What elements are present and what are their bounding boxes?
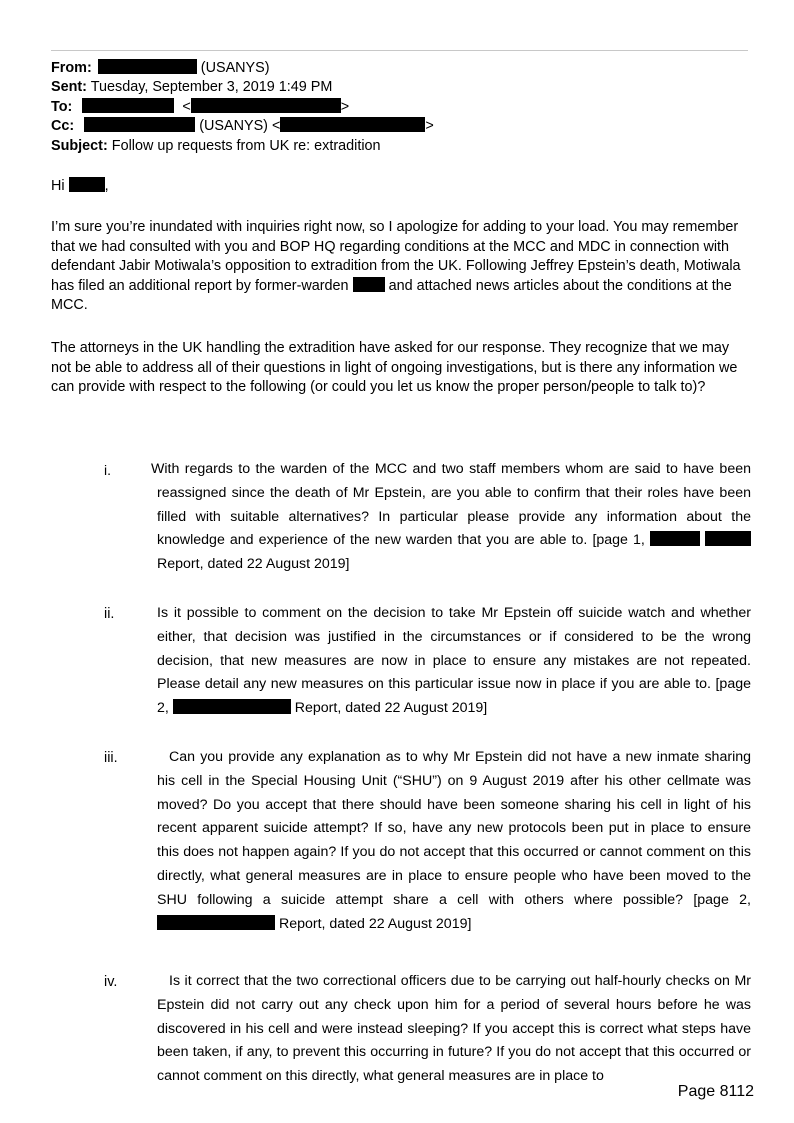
cc-org: (USANYS) < xyxy=(199,118,281,135)
item-numeral: iv. xyxy=(104,974,118,990)
email-header xyxy=(51,59,434,156)
item-numeral: iii. xyxy=(104,750,118,766)
redaction-box xyxy=(98,59,197,74)
to-lt: < xyxy=(182,98,191,115)
to-gt: > xyxy=(340,98,350,115)
item-text: Is it possible to comment on the decision to take Mr Epstein off suicide watch and whether either, that decision was justified in the circumstances or if considered to be the wrong decision, that new measures are now in place to ensure any mistakes are not repeated. Please detail any new measures on this particular issue now in place if you are able to. [page 2, xyxy=(157,605,751,717)
paragraph1-part2: and attached news articles about the conditions at the MCC. xyxy=(51,277,732,314)
item-numeral: ii. xyxy=(104,606,115,622)
redaction-box xyxy=(69,177,105,192)
sent-line xyxy=(51,78,434,97)
header-divider xyxy=(51,50,748,51)
sent-value: Tuesday, September 3, 2019 1:49 PM xyxy=(90,79,333,96)
subject-line xyxy=(51,137,434,156)
item-report-ref: Report, dated 22 August 2019] xyxy=(278,915,472,932)
greeting-hi: Hi xyxy=(51,178,65,194)
paragraph1-part1: I’m sure you’re inundated with inquiries right now, so I apologize for adding to your load. You may remember that we had consulted with you and BOP HQ regarding conditions at the MCC and MDC in connection with defendant Jabir Motiwala’s opposition to extradition from the UK. Following Jeffrey Epstein’s death, Motiwala has filed an additional report by former-warden xyxy=(51,219,741,294)
page-number: Page 8112 xyxy=(677,1083,754,1100)
from-label: From: xyxy=(51,60,92,76)
redaction-box xyxy=(173,699,291,714)
cc-label: Cc: xyxy=(51,118,75,135)
paragraph-context xyxy=(51,218,751,316)
redaction-box xyxy=(82,98,174,113)
greeting-comma: , xyxy=(104,178,109,194)
sent-label: Sent: xyxy=(51,79,87,96)
item-text: Is it correct that the two correctional officers due to be carrying out half-hourly checks on Mr Epstein did not carry out any check upon him for a period of several hours before he was discovered in his cell and were instead sleeping? If you accept this is correct what steps have been taken, if any, to prevent this occurring in future? If you do not accept that this occurred or cannot comment on this directly, what general measures are in place to xyxy=(157,973,751,1085)
from-line xyxy=(51,59,434,78)
to-label: To: xyxy=(51,98,73,115)
item-numeral: i. xyxy=(104,462,111,478)
redaction-box xyxy=(191,98,341,113)
item-text: With regards to the warden of the MCC and two staff members whom are said to have been reassigned since the death of Mr Epstein, are you able to confirm that their roles have been filled with suitable alternatives? In particular please provide any information about the knowledge and experience of the new warden that you are able to. [page 1, xyxy=(151,461,751,549)
redaction-box xyxy=(650,531,700,546)
item-text: Can you provide any explanation as to why Mr Epstein did not have a new inmate sharing his cell in the Special Housing Unit (“SHU”) on 9 August 2019 after his other cellmate was moved? Do you accept that there should have been someone sharing his cell in light of his recent apparent suicide attempt? If so, have any new protocols been put in place to ensure this does not happen again? If you do not accept that this occurred or cannot comment on this directly, what general measures are in place to ensure people who have been moved to the SHU following a suicide attempt share a cell with others where possible? [page 2, xyxy=(157,749,751,908)
list-item xyxy=(157,970,751,1089)
list-item xyxy=(151,458,751,577)
subject-label: Subject: xyxy=(51,137,108,154)
subject-value: Follow up requests from UK re: extradition xyxy=(111,137,381,154)
redaction-box xyxy=(84,117,195,132)
paragraph-request: The attorneys in the UK handling the extradition have asked for our response. They recognize that we may not be able to address all of their questions in light of ongoing investigations, but is there any information we can provide with respect to the following (or could you let us know the proper person/people to talk to)? xyxy=(51,340,738,396)
redaction-box xyxy=(157,915,275,930)
to-line xyxy=(51,98,434,117)
redaction-box xyxy=(353,277,385,292)
item-report-ref: Report, dated 22 August 2019] xyxy=(157,556,350,573)
list-item xyxy=(157,746,751,936)
list-item xyxy=(157,602,751,721)
redaction-box xyxy=(705,531,751,546)
item-report-ref: Report, dated 22 August 2019] xyxy=(294,700,488,717)
cc-gt: > xyxy=(425,118,434,135)
cc-line xyxy=(51,117,434,136)
redaction-box xyxy=(280,117,425,132)
greeting xyxy=(51,177,751,197)
from-org: (USANYS) xyxy=(200,60,270,76)
